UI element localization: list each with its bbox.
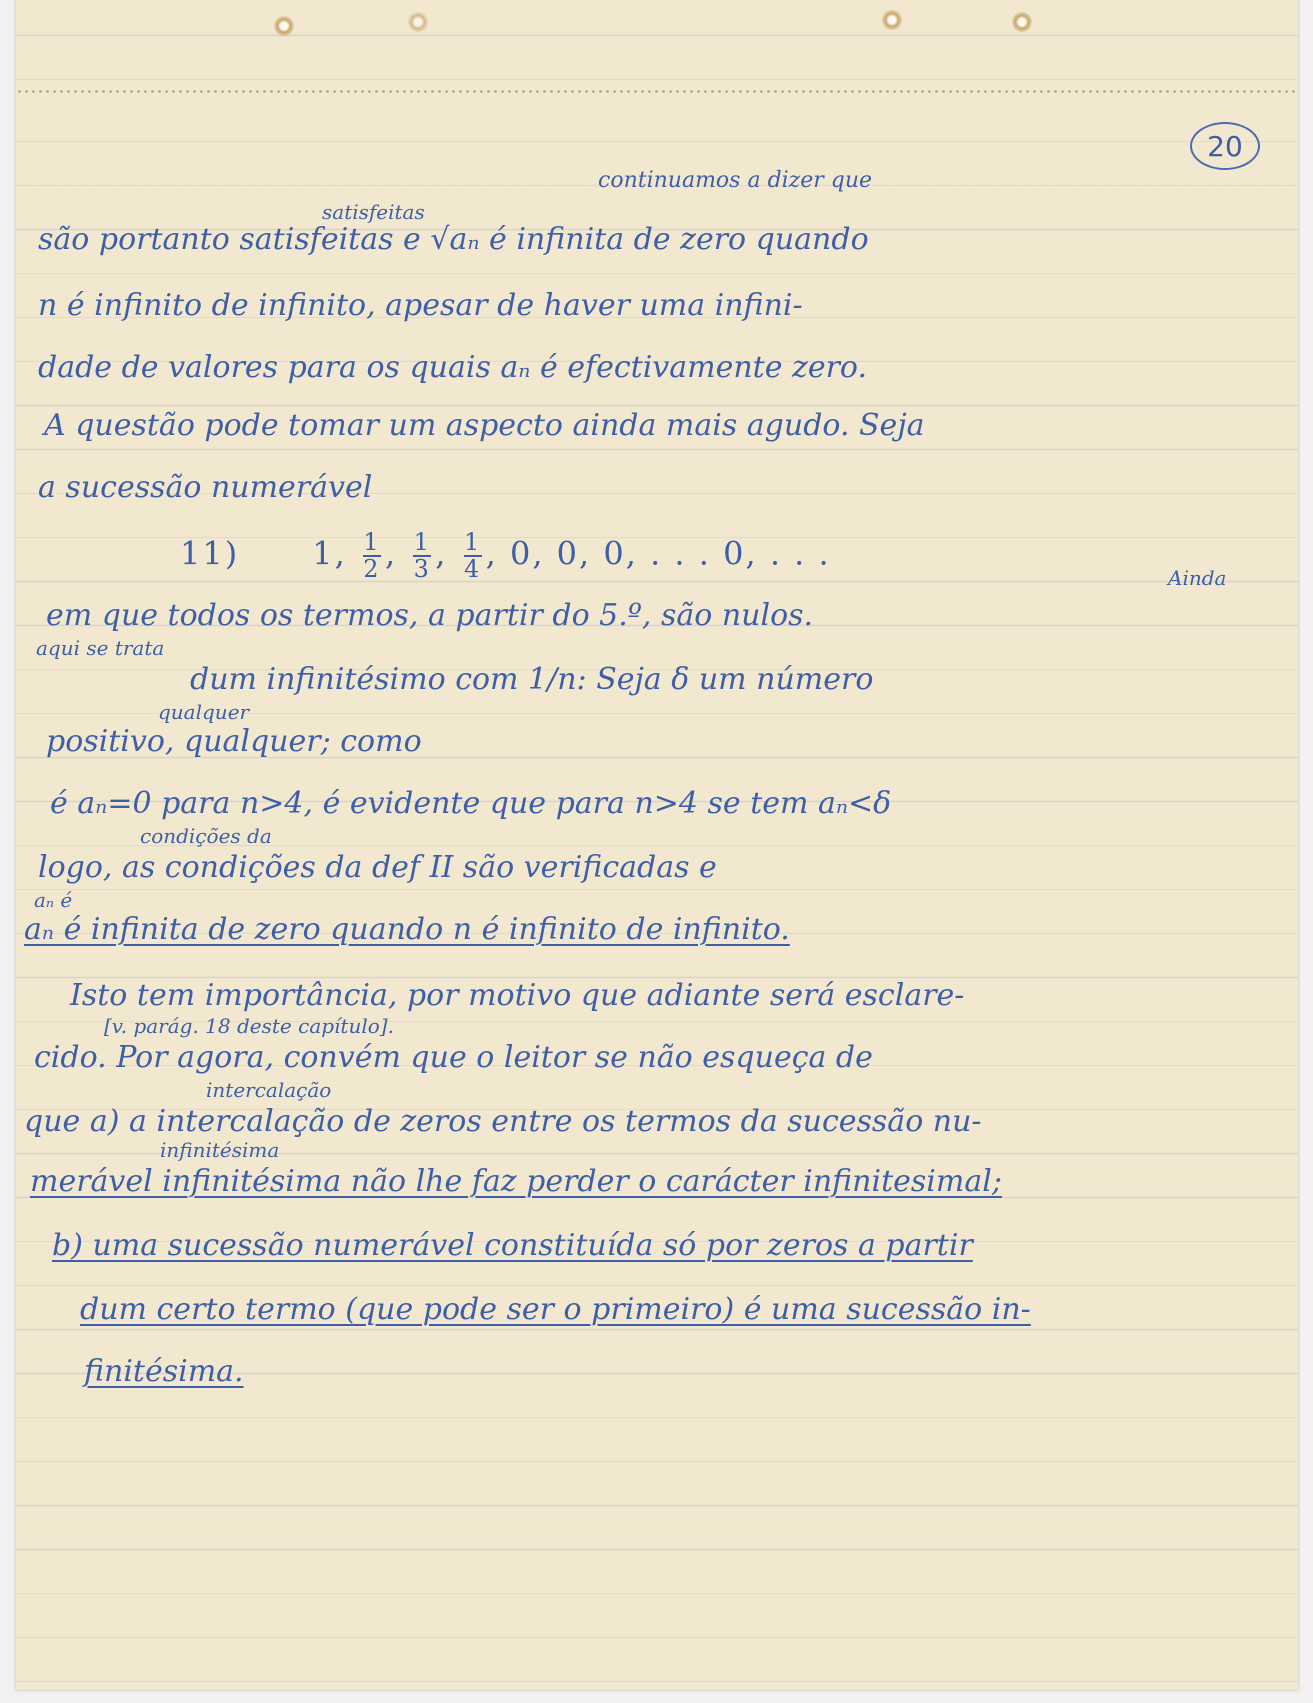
text-line-6: em que todos os termos, a partir do 5.º, são nulos. bbox=[46, 598, 814, 633]
formula-label: 11) bbox=[180, 534, 240, 573]
insertion-reference: [v. parág. 18 deste capítulo]. bbox=[104, 1014, 394, 1038]
fraction: $\frac{1}{4}$ bbox=[463, 528, 482, 584]
text-line-18: finitésima. bbox=[84, 1354, 244, 1389]
punch-hole bbox=[1012, 12, 1032, 32]
insertion-aqui-se-trata: aqui se trata bbox=[36, 636, 165, 660]
punch-hole bbox=[882, 10, 902, 30]
text-line-1: são portanto satisfeitas e √aₙ é infinita de zero quando bbox=[38, 222, 869, 257]
fraction: $\frac{1}{3}$ bbox=[413, 528, 431, 584]
insertion-qualquer: qualquer bbox=[158, 700, 250, 724]
text-line-11: aₙ é infinita de zero quando n é infinito de infinito. bbox=[24, 912, 790, 947]
insertion-ainda: Ainda bbox=[1168, 566, 1227, 590]
insertion-intercalacao: intercalação bbox=[206, 1078, 332, 1102]
text-line-5: a sucessão numerável bbox=[38, 470, 373, 505]
text-line-8: positivo, qualquer; como bbox=[46, 724, 422, 759]
insertion-satisfeitas: satisfeitas bbox=[322, 200, 425, 224]
insertion-continuamos: continuamos a dizer que bbox=[598, 168, 873, 193]
perforation-line bbox=[16, 90, 1298, 93]
text-line-13: cido. Por agora, convém que o leitor se não esqueça de bbox=[34, 1040, 873, 1075]
text-line-12: Isto tem importância, por motivo que adiante será esclare- bbox=[70, 978, 965, 1013]
text-line-16: b) uma sucessão numerável constituída só por zeros a partir bbox=[52, 1228, 973, 1263]
text-line-2: n é infinito de infinito, apesar de haver uma infini- bbox=[38, 288, 803, 323]
text-line-10: logo, as condições da def II são verificadas e bbox=[38, 850, 717, 885]
text-line-15: merável infinitésima não lhe faz perder o carácter infinitesimal; bbox=[30, 1164, 1002, 1199]
insertion-an-e: aₙ é bbox=[34, 888, 73, 912]
punch-hole bbox=[408, 12, 428, 32]
insertion-condicoes: condições da bbox=[140, 824, 272, 848]
text-line-7: dum infinitésimo com 1/n: Seja δ um número bbox=[190, 662, 874, 697]
text-line-9: é aₙ=0 para n>4, é evidente que para n>4 se tem aₙ<δ bbox=[50, 786, 892, 821]
text-line-17: dum certo termo (que pode ser o primeiro) é uma sucessão in- bbox=[80, 1292, 1031, 1327]
text-line-4: A questão pode tomar um aspecto ainda mais agudo. Seja bbox=[44, 408, 925, 443]
formula-term: 1, bbox=[312, 534, 347, 573]
insertion-infinitesima: infinitésima bbox=[160, 1138, 280, 1162]
text-line-3: dade de valores para os quais aₙ é efectivamente zero. bbox=[38, 350, 867, 385]
sequence-formula: 11) 1, $\frac{1}{2}$ , $\frac{1}{3}$ , $\frac{1}{4}$ , 0, 0, 0, . . . 0, . . . bbox=[180, 528, 831, 584]
page-number: 20 bbox=[1190, 122, 1260, 170]
fraction: $\frac{1}{2}$ bbox=[363, 528, 381, 584]
formula-term: 0, 0, 0, . . . 0, . . . bbox=[509, 534, 831, 573]
punch-hole bbox=[274, 16, 294, 36]
text-line-14: que a) a intercalação de zeros entre os termos da sucessão nu- bbox=[24, 1104, 982, 1139]
